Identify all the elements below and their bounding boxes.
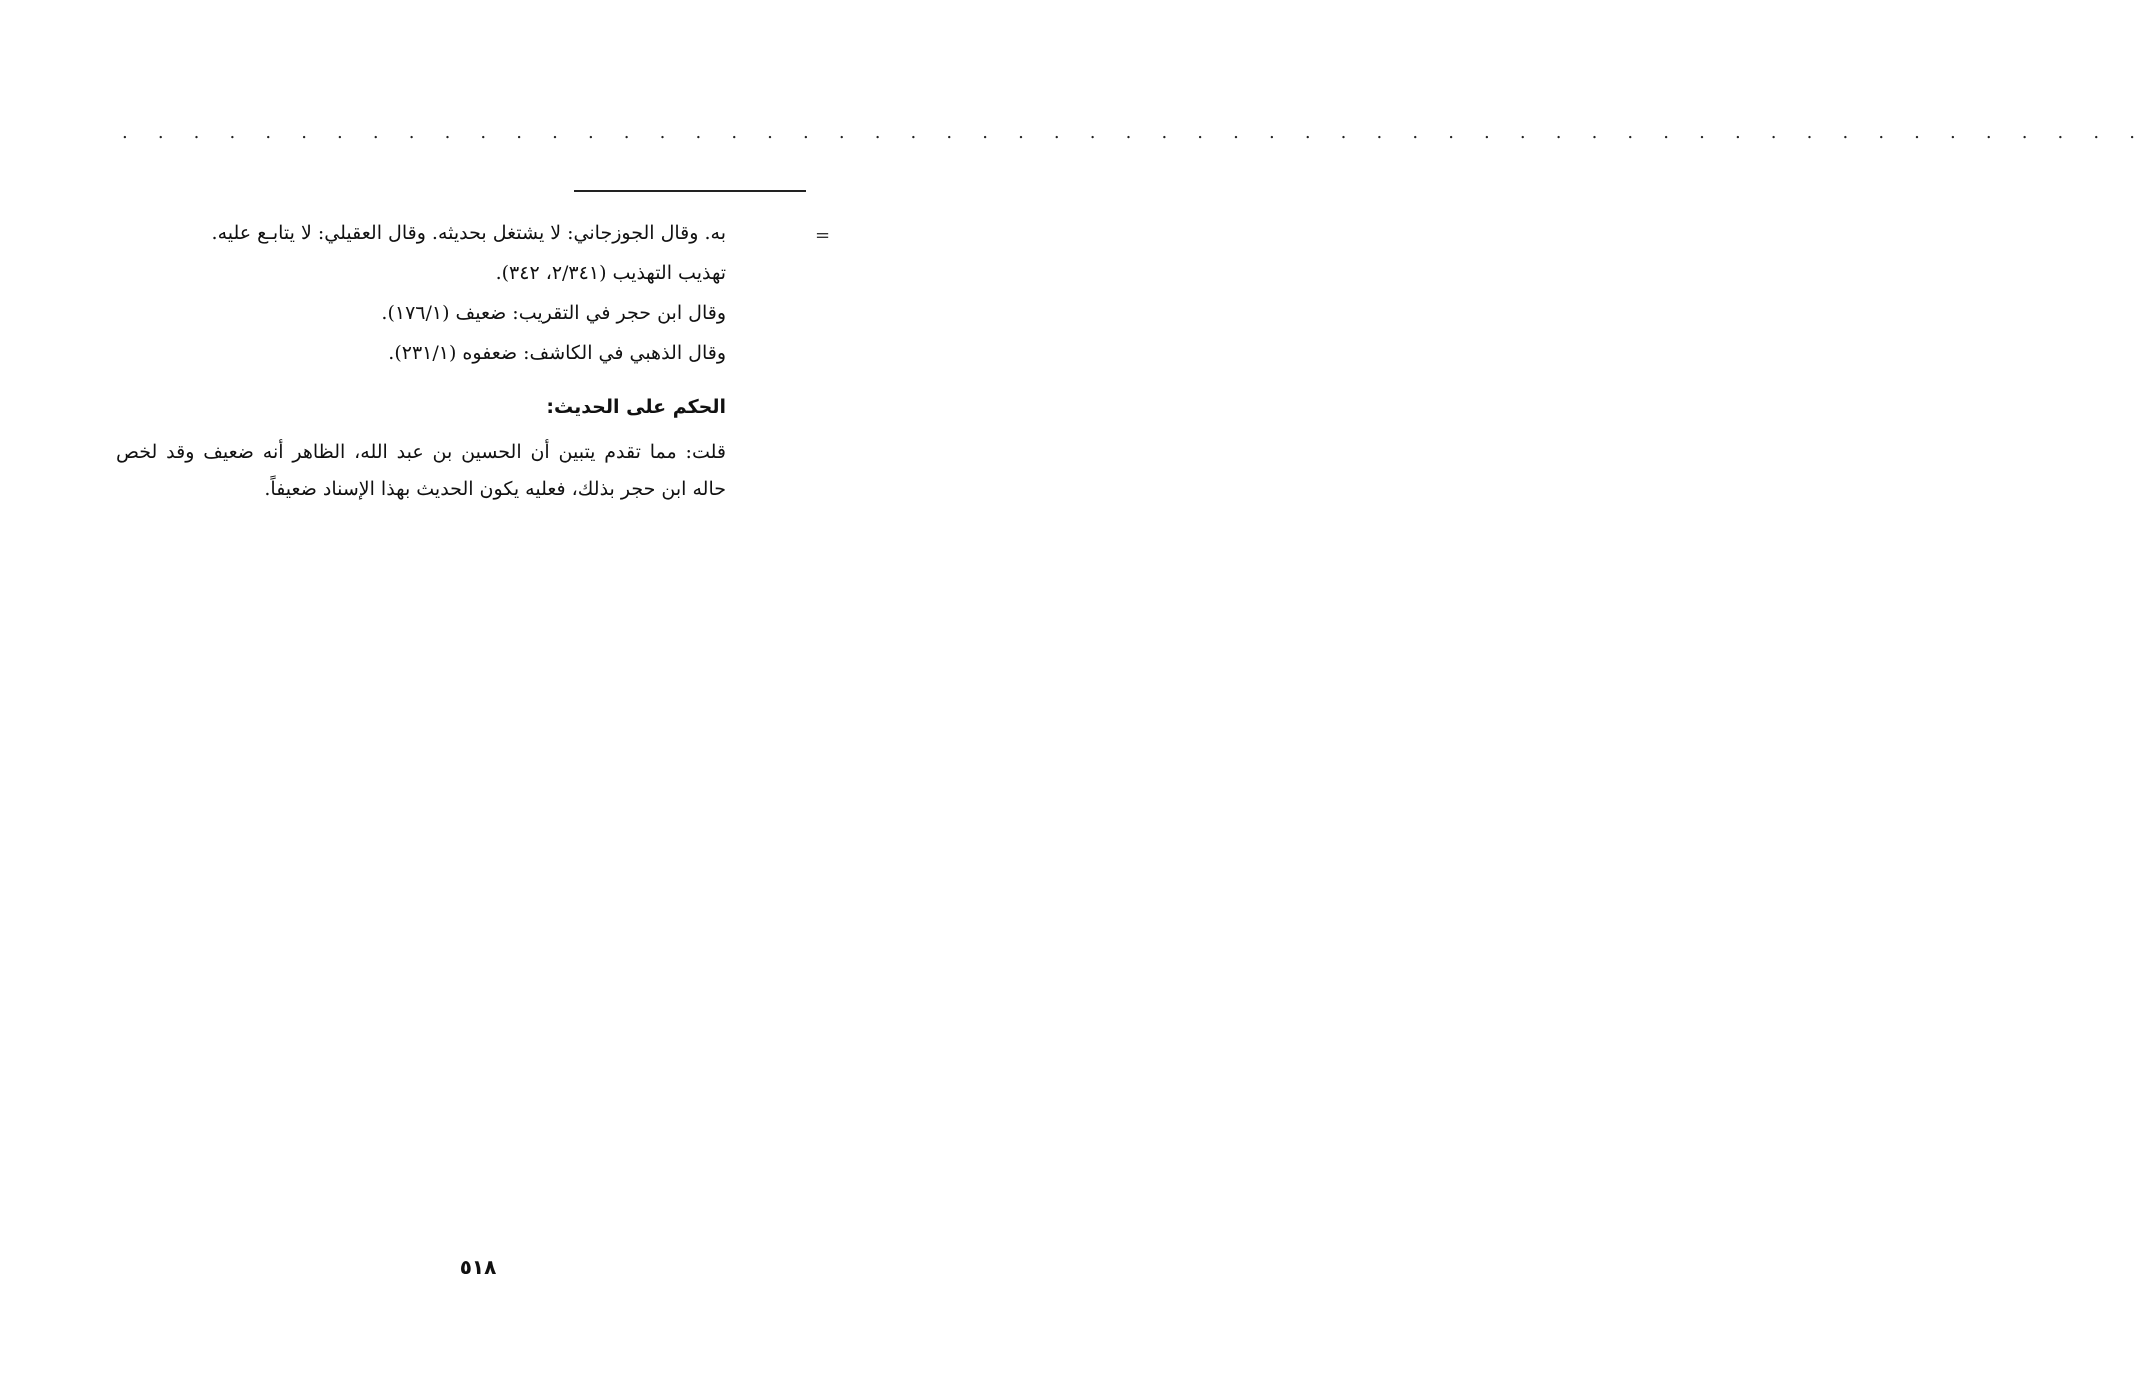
footnote-line-3: وقال ابن حجر في التقريب: ضعيف (١٧٦/١).	[381, 302, 726, 324]
dotted-separator: . . . . . . . . . . . . . . . . . . . . . . . . . . . . . . . . . . . . . . . . . . . . . . . . . . . . . . . . .	[122, 122, 2147, 143]
verdict-heading: الحكم على الحديث:	[546, 396, 726, 418]
footnote-continued-mark: =	[815, 225, 831, 246]
verdict-paragraph: قلت: مما تقدم يتبين أن الحسين بن عبد الله، الظاهر أنه ضعيف وقد لخص حاله ابن حجر بذلك، فعليه يكون الحديث بهذا الإسناد ضعيفاً.	[116, 441, 726, 500]
page-number: ٥١٨	[459, 1255, 497, 1279]
footnote-line-4: وقال الذهبي في الكاشف: ضعفوه (٢٣١/١).	[388, 342, 726, 364]
footnote-separator-line	[574, 190, 806, 192]
footnote-line-2: تهذيب التهذيب (٢/٣٤١، ٣٤٢).	[495, 262, 726, 284]
footnote-line-1: به. وقال الجوزجاني: لا يشتغل بحديثه. وقال العقيلي: لا يتابـع عليه.	[211, 222, 726, 244]
